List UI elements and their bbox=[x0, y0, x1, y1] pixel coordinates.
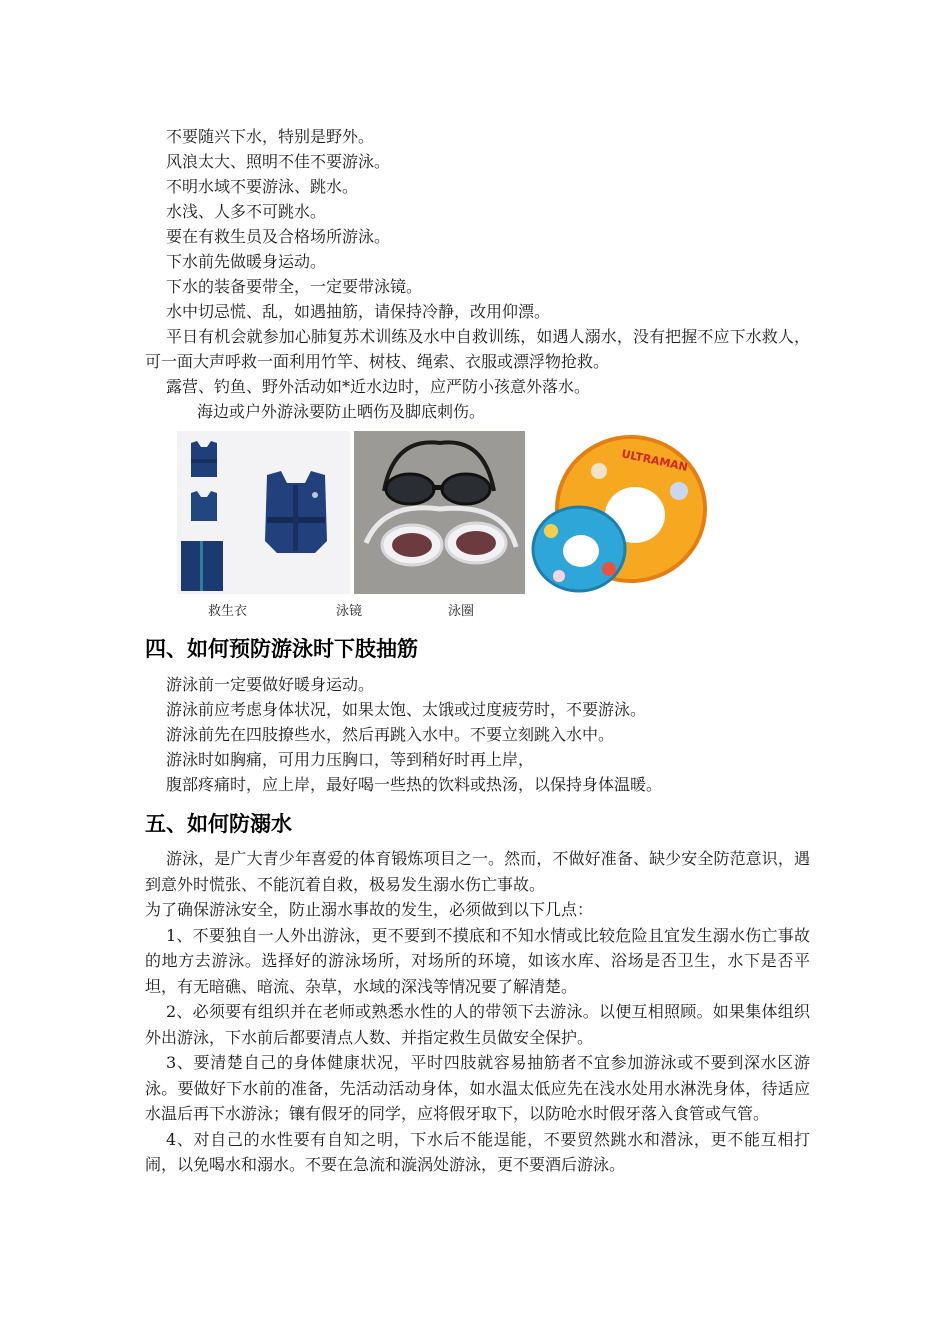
goggles-photo bbox=[354, 431, 525, 594]
cramp-tip-line: 游泳前应考虑身体状况，如果太饱、太饿或过度疲劳时，不要游泳。 bbox=[166, 700, 647, 719]
cramp-tip-line: 游泳时如胸痛，可用力压胸口，等到稍好时再上岸， bbox=[166, 750, 535, 769]
life-vest-photo bbox=[177, 431, 350, 594]
drowning-point-3: 3、要清楚自己的身体健康状况，平时四肢就容易抽筋者不宜参加游泳或不要到深水区游泳。要做好下水前的准备，先活动活动身体，如水温太低应先在浅水处用水淋洗身体，待适应水温后再下水游泳；镶有假牙的同学，应将假牙取下，以防呛水时假牙落入食管或气管。 bbox=[145, 1053, 810, 1123]
goggles-image bbox=[354, 431, 525, 594]
tip-line: 要在有救生员及合格场所游泳。 bbox=[166, 227, 391, 246]
tip-line: 海边或户外游泳要防止晒伤及脚底刺伤。 bbox=[197, 402, 486, 421]
ring-brand-text: ULTRAMAN bbox=[620, 447, 689, 474]
section5-intro: 游泳，是广大青少年喜爱的体育锻炼项目之一。然而，不做好准备、缺少安全防范意识，遇到意外时慌张、不能沉着自救，极易发生溺水伤亡事故。 bbox=[145, 849, 810, 894]
tip-rescue-paragraph: 平日有机会就参加心肺复苏术训练及水中自救训练，如遇人溺水，没有把握不应下水救人，可一面大声呼救一面利用竹竿、树枝、绳索、衣服或漂浮物抢救。 bbox=[145, 327, 810, 371]
swim-ring-image bbox=[529, 431, 707, 594]
tip-line: 水浅、人多不可跳水。 bbox=[166, 202, 327, 221]
section5-heading: 五、如何防溺水 bbox=[145, 812, 292, 836]
tip-line: 不要随兴下水，特别是野外。 bbox=[166, 127, 375, 146]
photo-captions bbox=[0, 600, 950, 620]
drowning-point-1: 1、不要独自一人外出游泳，更不要到不摸底和不知水情或比较危险且宜发生溺水伤亡事故的地方去游泳。选择好的游泳场所，对场所的环境，如该水库、浴场是否卫生，水下是否平坦，有无暗礁、暗流、杂草，水域的深浅等情况要了解清楚。 bbox=[145, 925, 810, 996]
tip-line: 不明水域不要游泳、跳水。 bbox=[166, 177, 359, 196]
section5-body bbox=[145, 846, 810, 1178]
caption-goggles: 泳镜 bbox=[336, 604, 363, 619]
equipment-photos bbox=[177, 431, 707, 594]
tip-line: 水中切忌慌、乱，如遇抽筋，请保持冷静，改用仰漂。 bbox=[166, 302, 551, 321]
drowning-point-4: 4、对自己的水性要有自知之明，下水后不能逞能，不要贸然跳水和潜泳，更不能互相打闹，以免喝水和溺水。不要在急流和漩涡处游泳，更不要酒后游泳。 bbox=[145, 1129, 810, 1174]
caption-swim-ring: 泳圈 bbox=[448, 604, 475, 619]
section4-heading: 四、如何预防游泳时下肢抽筋 bbox=[145, 637, 418, 661]
life-vest-image bbox=[177, 431, 350, 594]
swim-ring-photo bbox=[529, 431, 707, 594]
cramp-tip-line: 游泳前先在四肢撩些水，然后再跳入水中。不要立刻跳入水中。 bbox=[166, 725, 615, 744]
caption-life-vest: 救生衣 bbox=[208, 604, 248, 619]
section4-list bbox=[145, 672, 810, 797]
tip-line: 下水前先做暖身运动。 bbox=[166, 252, 327, 271]
safety-tips-list bbox=[145, 124, 810, 424]
tip-line: 风浪太大、照明不佳不要游泳。 bbox=[166, 152, 391, 171]
cramp-tip-line: 腹部疼痛时，应上岸，最好喝一些热的饮料或热汤，以保持身体温暖。 bbox=[166, 775, 663, 794]
drowning-point-2: 2、必须要有组织并在老师或熟悉水性的人的带领下去游泳。以便互相照顾。如果集体组织外出游泳，下水前后都要清点人数、并指定救生员做安全保护。 bbox=[145, 1002, 810, 1047]
tip-line: 下水的装备要带全，一定要带泳镜。 bbox=[166, 277, 423, 296]
section5-lead: 为了确保游泳安全，防止溺水事故的发生，必须做到以下几点： bbox=[145, 900, 594, 919]
tip-line: 露营、钓鱼、野外活动如*近水边时，应严防小孩意外落水。 bbox=[166, 377, 591, 396]
cramp-tip-line: 游泳前一定要做好暖身运动。 bbox=[166, 675, 375, 694]
